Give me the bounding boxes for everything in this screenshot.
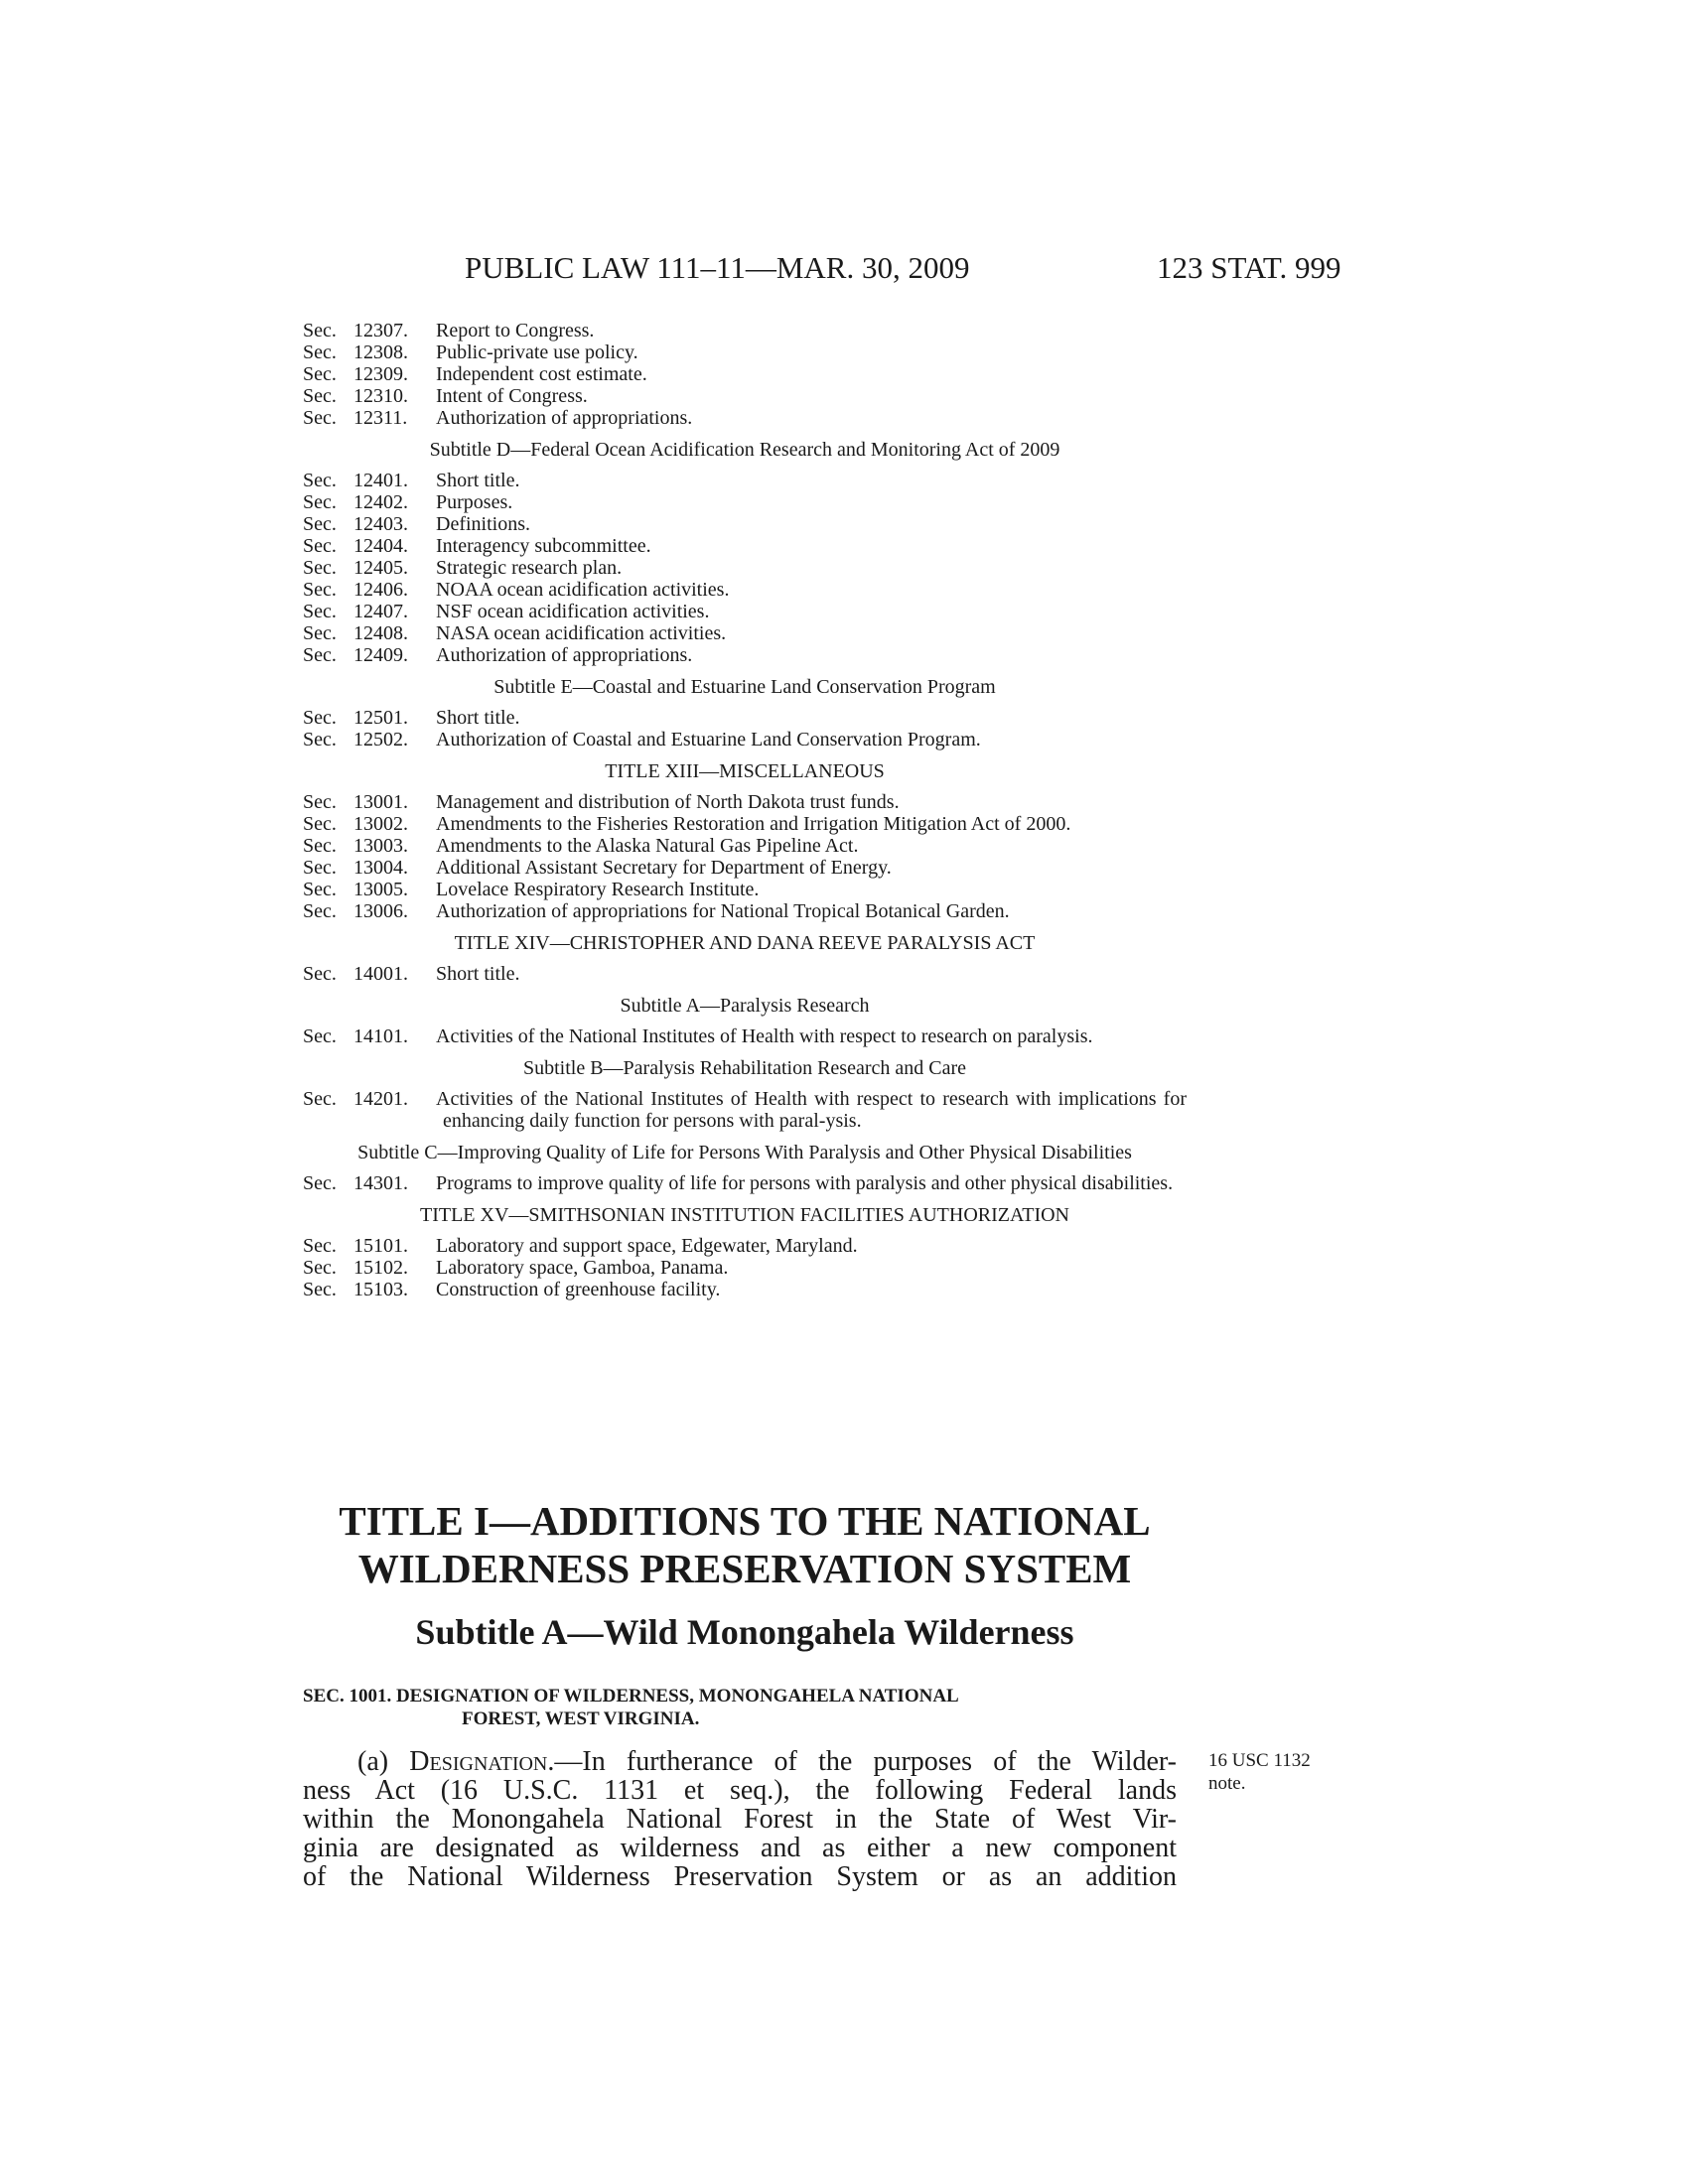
toc-sec-number: 12309. xyxy=(353,363,408,385)
toc-sec-title: Amendments to the Alaska Natural Gas Pipeline Act. xyxy=(436,835,859,857)
toc-group-heading: Subtitle E—Coastal and Estuarine Land Conservation Program xyxy=(493,676,996,698)
toc-sec-number: 12402. xyxy=(353,491,408,513)
toc-sec-number: 12308. xyxy=(353,341,408,363)
toc-sec-title: NSF ocean acidification activities. xyxy=(436,601,710,622)
toc-sec-title: Independent cost estimate. xyxy=(436,363,647,385)
toc-section-entry xyxy=(303,491,1187,513)
toc-sec-label: Sec. xyxy=(303,579,337,601)
toc-group-heading: Subtitle A—Paralysis Research xyxy=(620,995,870,1017)
toc-sec-number: 13004. xyxy=(353,857,408,879)
toc-sec-label: Sec. xyxy=(303,644,337,666)
toc-sec-number: 12409. xyxy=(353,644,408,666)
body-line-4: ginia are designated as wilderness and as either a new component xyxy=(303,1833,1177,1863)
toc-sec-label: Sec. xyxy=(303,1025,337,1047)
toc-sec-number: 15102. xyxy=(353,1257,408,1279)
toc-section-entry xyxy=(303,729,1187,751)
toc-sec-label: Sec. xyxy=(303,707,337,729)
toc-sec-label: Sec. xyxy=(303,1172,337,1194)
toc-sec-number: 12404. xyxy=(353,535,408,557)
toc-sec-label: Sec. xyxy=(303,900,337,922)
toc-sec-title: Authorization of appropriations. xyxy=(436,407,693,429)
toc-sec-label: Sec. xyxy=(303,791,337,813)
body-line-3: within the Monongahela National Forest in the State of West Vir- xyxy=(303,1804,1177,1835)
toc-section-entry xyxy=(303,1025,1187,1047)
toc-sec-title: Lovelace Respiratory Research Institute. xyxy=(436,879,760,900)
toc-sec-title: Activities of the National Institutes of Health with respect to research on paralysis. xyxy=(436,1025,1093,1047)
toc-sec-label: Sec. xyxy=(303,385,337,407)
toc-sec-label: Sec. xyxy=(303,491,337,513)
toc-sec-number: 12310. xyxy=(353,385,408,407)
title-heading-line-2: WILDERNESS PRESERVATION SYSTEM xyxy=(357,1546,1132,1591)
toc-sec-label: Sec. xyxy=(303,407,337,429)
section-heading-line-2: FOREST, WEST VIRGINIA. xyxy=(462,1708,700,1729)
table-of-contents xyxy=(303,320,1187,1300)
toc-sec-title: Amendments to the Fisheries Restoration and Irrigation Mitigation Act of 2000. xyxy=(436,813,1071,835)
toc-sec-label: Sec. xyxy=(303,470,337,491)
toc-sec-title: Authorization of appropriations for National Tropical Botanical Garden. xyxy=(436,900,1010,922)
toc-sec-number: 14101. xyxy=(353,1025,408,1047)
toc-section-entry xyxy=(303,385,1187,407)
toc-sec-title: Laboratory space, Gamboa, Panama. xyxy=(436,1257,729,1279)
toc-section-entry xyxy=(303,1172,1187,1194)
title-heading xyxy=(298,1497,1192,1592)
toc-sec-title: Interagency subcommittee. xyxy=(436,535,651,557)
toc-sec-title: Activities of the National Institutes of Health with respect to research with implications for enhancing daily function for persons with paral-ysis. xyxy=(436,1088,1187,1132)
toc-sec-label: Sec. xyxy=(303,320,337,341)
body-line-1-text: .—In furtherance of the purposes of the Wilder- xyxy=(547,1746,1177,1777)
toc-sec-title: Short title. xyxy=(436,707,520,729)
toc-section-entry xyxy=(303,857,1187,879)
margin-note xyxy=(1208,1749,1311,1795)
toc-sec-number: 13001. xyxy=(353,791,408,813)
toc-section-entry xyxy=(303,1257,1187,1279)
toc-section-entry xyxy=(303,1279,1187,1300)
section-heading-line-1: SEC. 1001. DESIGNATION OF WILDERNESS, MONONGAHELA NATIONAL xyxy=(303,1686,959,1706)
body-line-5: of the National Wilderness Preservation System or as an addition xyxy=(303,1861,1177,1892)
toc-sec-label: Sec. xyxy=(303,1279,337,1300)
toc-sec-number: 12401. xyxy=(353,470,408,491)
toc-section-entry xyxy=(303,1235,1187,1257)
toc-sec-number: 15101. xyxy=(353,1235,408,1257)
title-heading-line-1: TITLE I—ADDITIONS TO THE NATIONAL xyxy=(339,1498,1151,1544)
toc-sec-label: Sec. xyxy=(303,363,337,385)
toc-sec-number: 12408. xyxy=(353,622,408,644)
toc-sec-number: 12406. xyxy=(353,579,408,601)
toc-sec-label: Sec. xyxy=(303,835,337,857)
toc-sec-label: Sec. xyxy=(303,1257,337,1279)
margin-note-line-2: note. xyxy=(1208,1773,1246,1794)
toc-sec-number: 12407. xyxy=(353,601,408,622)
toc-sec-title: Authorization of appropriations. xyxy=(436,644,693,666)
toc-sec-label: Sec. xyxy=(303,341,337,363)
toc-sec-title: Construction of greenhouse facility. xyxy=(436,1279,721,1300)
toc-sec-title: Strategic research plan. xyxy=(436,557,623,579)
toc-sec-title: Definitions. xyxy=(436,513,530,535)
toc-section-entry xyxy=(303,622,1187,644)
toc-group-heading: TITLE XIII—MISCELLANEOUS xyxy=(605,760,885,782)
toc-group-heading: TITLE XV—SMITHSONIAN INSTITUTION FACILITIES AUTHORIZATION xyxy=(420,1204,1069,1226)
toc-sec-title: Programs to improve quality of life for persons with paralysis and other physical disabilities. xyxy=(436,1172,1174,1194)
toc-sec-number: 12307. xyxy=(353,320,408,341)
toc-sec-title: Authorization of Coastal and Estuarine Land Conservation Program. xyxy=(436,729,981,751)
toc-sec-title: Management and distribution of North Dakota trust funds. xyxy=(436,791,900,813)
toc-section-entry xyxy=(303,601,1187,622)
toc-group-heading: TITLE XIV—CHRISTOPHER AND DANA REEVE PARALYSIS ACT xyxy=(454,932,1036,954)
running-header xyxy=(0,250,1688,290)
toc-group-heading: Subtitle B—Paralysis Rehabilitation Research and Care xyxy=(522,1057,966,1079)
section-heading xyxy=(303,1685,1182,1730)
toc-section-entry xyxy=(303,320,1187,341)
toc-sec-title: Short title. xyxy=(436,470,520,491)
toc-section-entry xyxy=(303,835,1187,857)
running-header-page-number: 123 STAT. 999 xyxy=(1157,250,1341,285)
toc-section-entry xyxy=(303,535,1187,557)
toc-sec-number: 12502. xyxy=(353,729,408,751)
toc-section-entry xyxy=(303,879,1187,900)
section-body-text xyxy=(303,1747,1177,1891)
toc-section-entry xyxy=(303,707,1187,729)
toc-sec-title: Intent of Congress. xyxy=(436,385,588,407)
toc-sec-label: Sec. xyxy=(303,1235,337,1257)
toc-sec-label: Sec. xyxy=(303,622,337,644)
toc-sec-number: 12403. xyxy=(353,513,408,535)
toc-sec-label: Sec. xyxy=(303,1088,337,1110)
toc-sec-number: 14001. xyxy=(353,963,408,985)
toc-sec-number: 14201. xyxy=(353,1088,408,1110)
toc-sec-number: 12405. xyxy=(353,557,408,579)
toc-section-entry xyxy=(303,470,1187,491)
toc-section-entry xyxy=(303,791,1187,813)
running-header-title: PUBLIC LAW 111–11—MAR. 30, 2009 xyxy=(465,250,970,285)
toc-sec-title: NASA ocean acidification activities. xyxy=(436,622,727,644)
subtitle-heading: Subtitle A—Wild Monongahela Wilderness xyxy=(415,1612,1074,1652)
toc-sec-title: Short title. xyxy=(436,963,520,985)
toc-section-entry xyxy=(303,813,1187,835)
toc-sec-title: Purposes. xyxy=(436,491,513,513)
toc-sec-number: 13005. xyxy=(353,879,408,900)
toc-sec-number: 13003. xyxy=(353,835,408,857)
toc-sec-number: 15103. xyxy=(353,1279,408,1300)
toc-sec-label: Sec. xyxy=(303,557,337,579)
toc-sec-label: Sec. xyxy=(303,729,337,751)
toc-sec-title: Additional Assistant Secretary for Department of Energy. xyxy=(436,857,892,879)
toc-section-entry xyxy=(303,341,1187,363)
toc-sec-number: 14301. xyxy=(353,1172,408,1194)
toc-sec-number: 13002. xyxy=(353,813,408,835)
toc-group-heading: Subtitle D—Federal Ocean Acidification Research and Monitoring Act of 2009 xyxy=(429,439,1060,461)
subsection-designation-label: Designation xyxy=(409,1746,548,1777)
toc-sec-title: NOAA ocean acidification activities. xyxy=(436,579,730,601)
toc-section-entry xyxy=(303,557,1187,579)
body-line-1 xyxy=(303,1747,1177,1776)
toc-sec-number: 12501. xyxy=(353,707,408,729)
toc-section-entry xyxy=(303,963,1187,985)
toc-sec-label: Sec. xyxy=(303,513,337,535)
toc-section-entry xyxy=(303,644,1187,666)
toc-section-entry xyxy=(303,513,1187,535)
toc-sec-label: Sec. xyxy=(303,879,337,900)
toc-section-entry xyxy=(303,363,1187,385)
toc-sec-label: Sec. xyxy=(303,813,337,835)
body-line-2: ness Act (16 U.S.C. 1131 et seq.), the following Federal lands xyxy=(303,1775,1177,1806)
toc-section-entry xyxy=(303,579,1187,601)
toc-group-heading: Subtitle C—Improving Quality of Life for Persons With Paralysis and Other Physical Disabilities xyxy=(357,1142,1132,1163)
toc-sec-number: 13006. xyxy=(353,900,408,922)
toc-sec-label: Sec. xyxy=(303,963,337,985)
toc-sec-title: Report to Congress. xyxy=(436,320,595,341)
toc-sec-label: Sec. xyxy=(303,601,337,622)
toc-sec-label: Sec. xyxy=(303,857,337,879)
toc-sec-label: Sec. xyxy=(303,535,337,557)
toc-section-entry xyxy=(303,900,1187,922)
margin-note-line-1: 16 USC 1132 xyxy=(1208,1750,1311,1771)
subsection-lead: (a) xyxy=(357,1746,410,1777)
toc-sec-title: Public-private use policy. xyxy=(436,341,638,363)
toc-sec-number: 12311. xyxy=(353,407,408,429)
toc-section-entry xyxy=(303,407,1187,429)
toc-section-entry xyxy=(303,1088,1187,1132)
toc-sec-title: Laboratory and support space, Edgewater, Maryland. xyxy=(436,1235,858,1257)
